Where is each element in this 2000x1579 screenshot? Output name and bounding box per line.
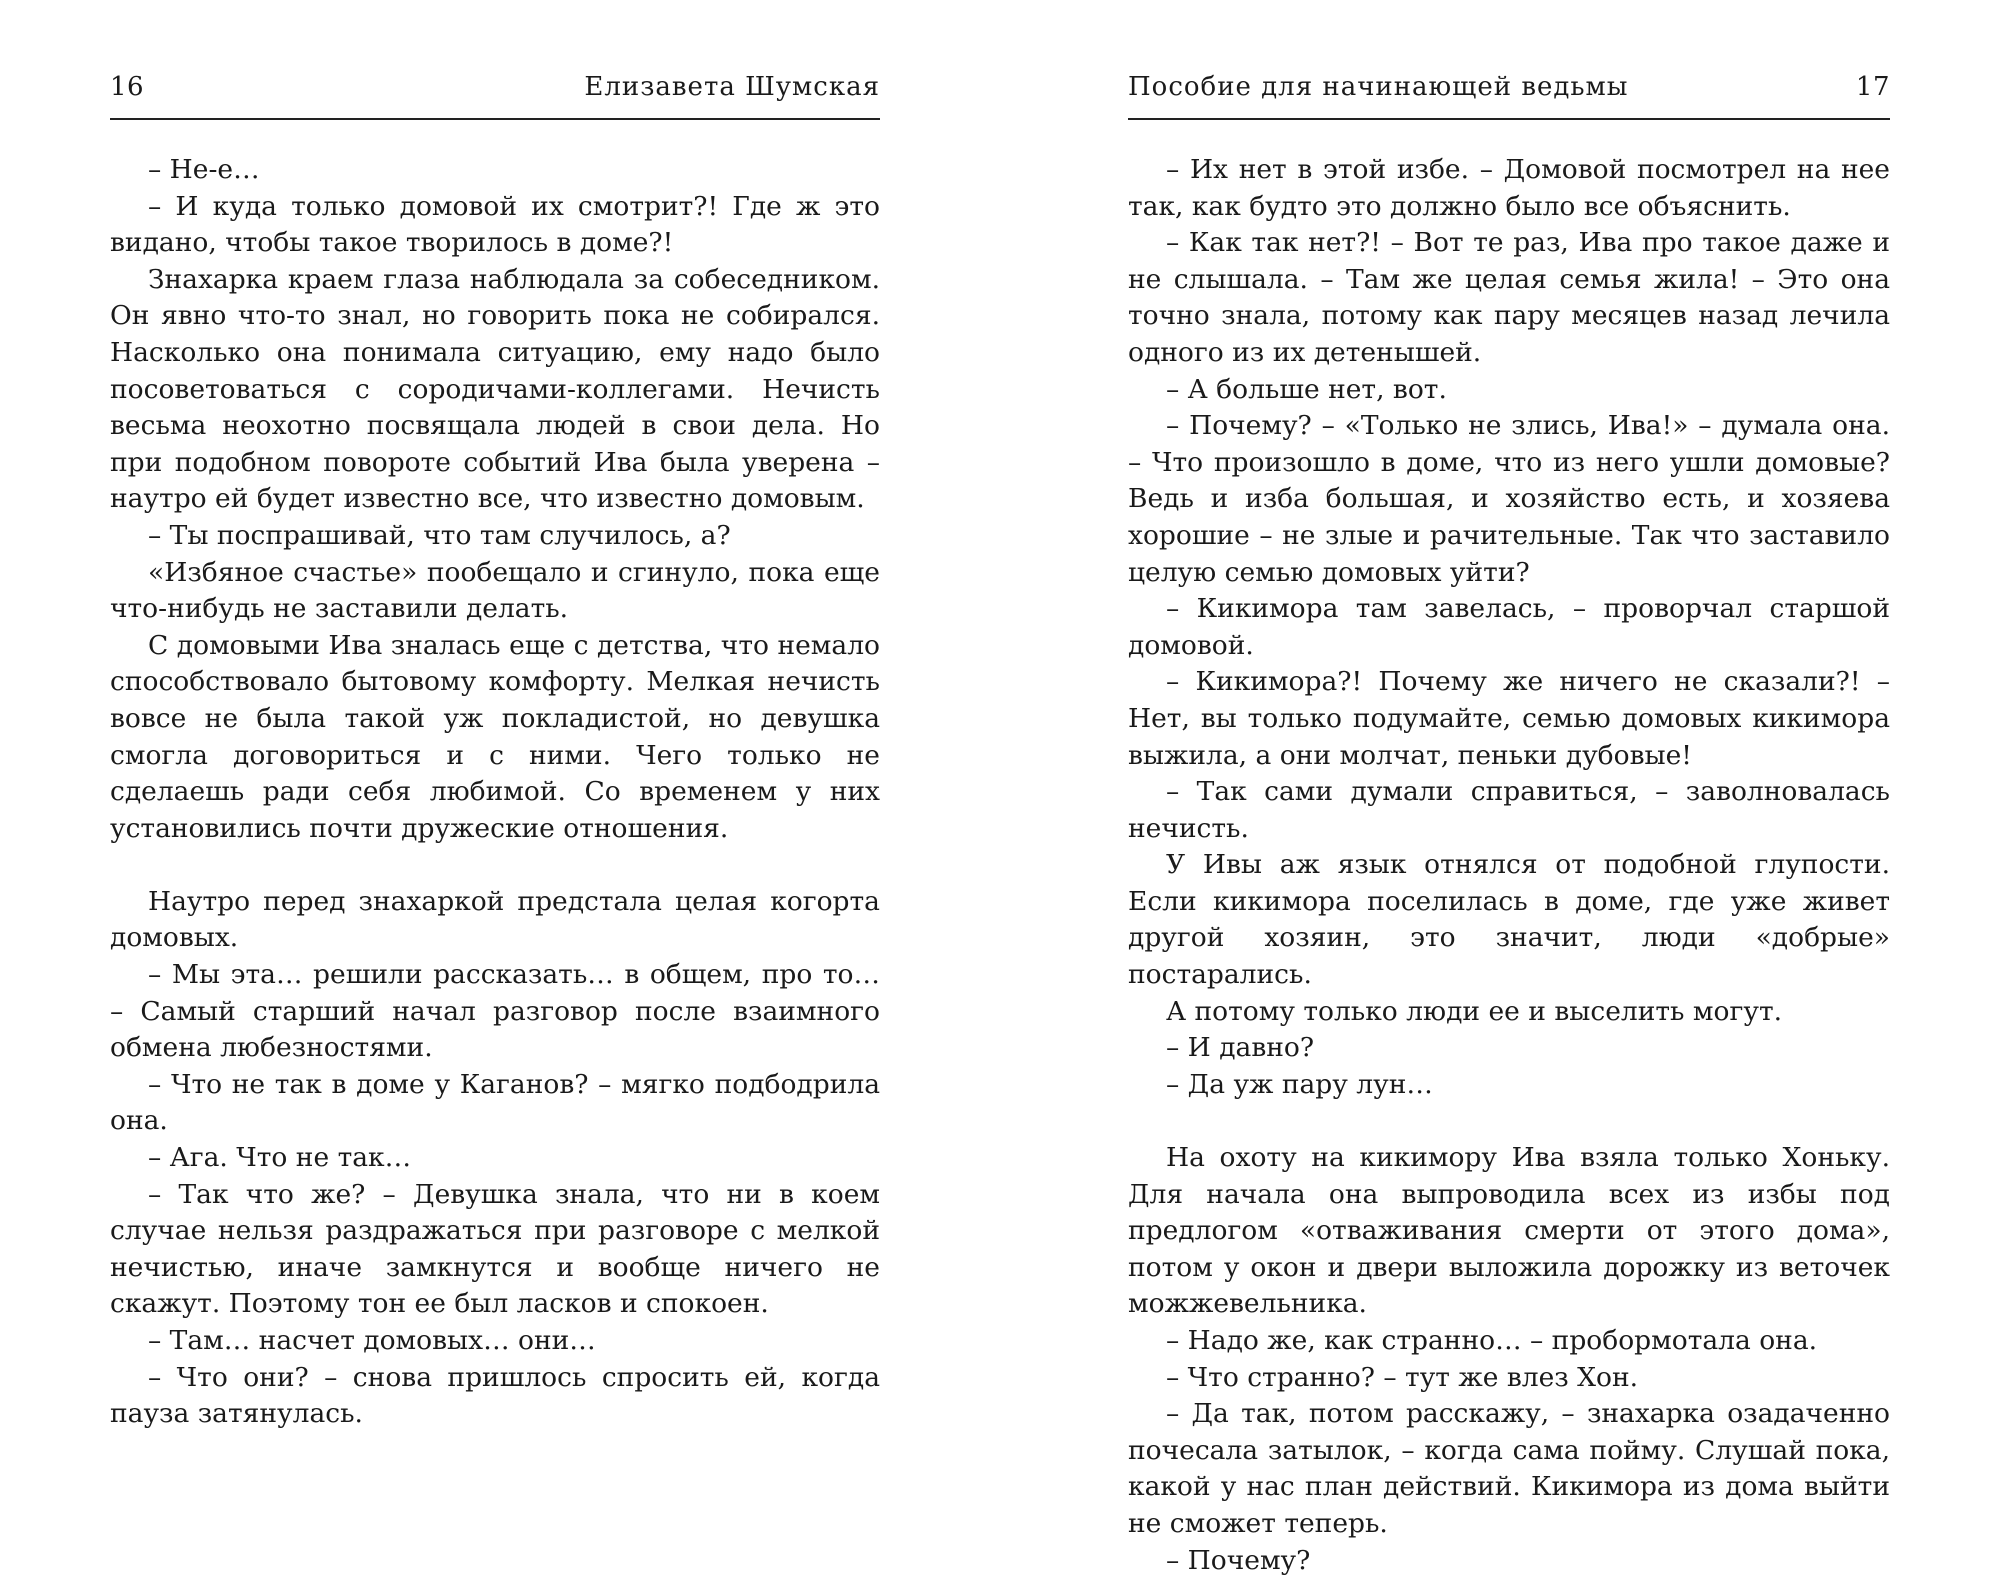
paragraph: – Почему? – «Только не злись, Ива!» – думала она. – Что произошло в доме, что из него ушли домовые? Ведь и изба большая, и хозяйство есть, и хозяева хорошие – не злые и рачительные. Так что заставило целую семью домовых уйти? xyxy=(1128,410,1890,588)
paragraph: – Как так нет?! – Вот те раз, Ива про такое даже и не слышала. – Там же целая семья жила! – Это она точно знала, потому как пару месяцев назад лечила одного из их детенышей. xyxy=(1128,227,1890,368)
paragraph: – Там… насчет домовых… они… xyxy=(148,1325,596,1356)
paragraph: – И давно? xyxy=(1166,1032,1315,1064)
paragraph: «Избяное счастье» пообещало и сгинуло, пока еще что-нибудь не заставили делать. xyxy=(110,556,880,625)
paragraph: – Мы эта… решили рассказать… в общем, про то… – Самый старший начал разговор после взаимного обмена любезностями. xyxy=(110,959,880,1064)
paragraph: – Так что же? – Девушка знала, что ни в коем случае нельзя раздражаться при разговоре с мелкой нечистью, иначе замкнутся и вообще ничего не скажут. Поэтому тон ее был ласков и спокоен. xyxy=(110,1178,880,1320)
paragraph: – Их нет в этой избе. – Домовой посмотрел на нее так, как будто это должно было все объяснить. xyxy=(1128,154,1890,222)
header-rule xyxy=(1128,118,1890,120)
paragraph: – Так сами думали справиться, – заволновалась нечисть. xyxy=(1128,776,1890,844)
running-head xyxy=(1128,72,1890,116)
paragraph: – Да так, потом расскажу, – знахарка озадаченно почесала затылок, – когда сама пойму. Слушай пока, какой у нас план действий. Кикимора из дома выйти не сможет теперь. xyxy=(1128,1398,1890,1539)
page-number: 17 xyxy=(1855,72,1890,102)
page-number: 16 xyxy=(110,72,145,102)
paragraph: На охоту на кикимору Ива взяла только Хоньку. Для начала она выпроводила всех из избы под предлогом «отваживания смерти от этого дома», потом у окон и двери выложила дорожку из веточек можжевельника. xyxy=(1128,1142,1890,1320)
paragraph: С домовыми Ива зналась еще с детства, что немало способствовало бытовому комфорту. Мелкая нечисть вовсе не была такой уж покладистой, но девушка смогла договориться и с ними. Чего только не сделаешь ради себя любимой. Со временем у них установились почти дружеские отношения. xyxy=(110,629,880,844)
running-head xyxy=(110,72,880,116)
paragraph: – Что они? – снова пришлось спросить ей, когда пауза затянулась. xyxy=(110,1361,880,1430)
paragraph: А потому только люди ее и выселить могут. xyxy=(1166,995,1783,1027)
paragraph: – Кикимора?! Почему же ничего не сказали?! – Нет, вы только подумайте, семью домовых кикимора выжила, а они молчат, пеньки дубовые! xyxy=(1128,666,1890,771)
left-page xyxy=(110,0,880,1467)
paragraph: – Ага. Что не так… xyxy=(148,1142,412,1174)
book-title: Пособие для начинающей ведьмы xyxy=(1128,72,1629,102)
paragraph: У Ивы аж язык отнялся от подобной глупости. Если кикимора поселилась в доме, где уже живет другой хозяин, это значит, люди «добрые» постарались. xyxy=(1128,849,1890,991)
paragraph: – Что странно? – тут же влез Хон. xyxy=(1166,1361,1639,1393)
paragraph: – Не-е… xyxy=(148,154,260,185)
header-rule xyxy=(110,118,880,120)
paragraph: – Ты поспрашивай, что там случилось, а? xyxy=(148,519,731,551)
paragraph: – А больше нет, вот. xyxy=(1166,373,1447,405)
paragraph: – Что не так в доме у Каганов? – мягко подбодрила она. xyxy=(110,1068,880,1137)
paragraph: – Да уж пару лун… xyxy=(1166,1068,1433,1100)
paragraph: Знахарка краем глаза наблюдала за собеседником. Он явно что-то знал, но говорить пока не собирался. Насколько она понимала ситуацию, ему надо было посоветоваться с сородичами-коллегами. Нечисть весьма неохотно посвящала людей в свои дела. Но при подобном повороте событий Ива была уверена – наутро ей будет известно все, что известно домовым. xyxy=(110,263,880,515)
paragraph: – Почему? xyxy=(1166,1544,1311,1576)
right-page xyxy=(1128,0,1890,1576)
author-name: Елизавета Шумская xyxy=(584,72,880,102)
body-text xyxy=(110,152,880,1433)
body-text xyxy=(1128,152,1890,1579)
paragraph: – И куда только домовой их смотрит?! Где ж это видано, чтобы такое творилось в доме?! xyxy=(110,190,880,259)
paragraph: – Кикимора там завелась, – проворчал старшой домовой. xyxy=(1128,593,1890,661)
paragraph: Наутро перед знахаркой предстала целая когорта домовых. xyxy=(110,885,880,954)
paragraph: – Надо же, как странно… – пробормотала она. xyxy=(1166,1325,1818,1356)
